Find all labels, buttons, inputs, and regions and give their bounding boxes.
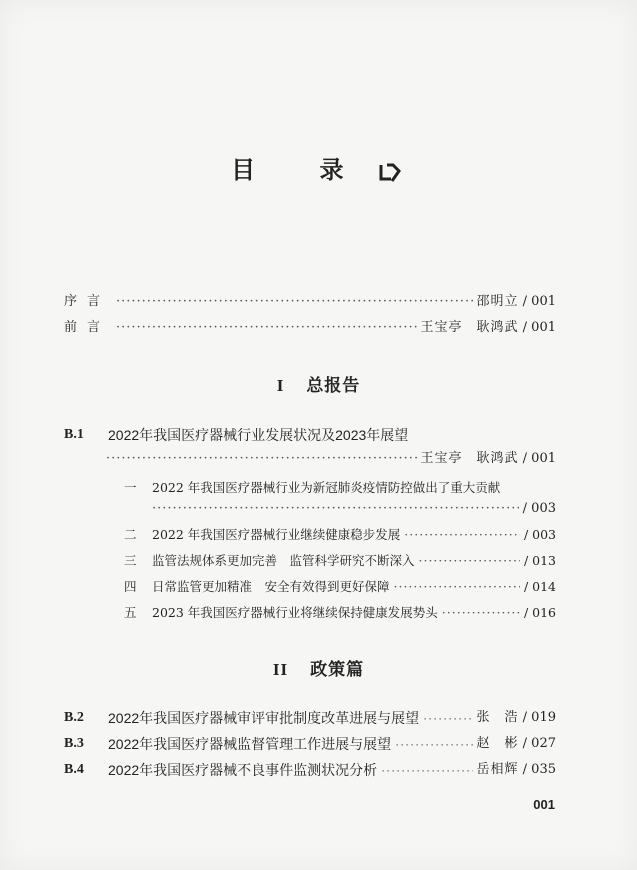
subentry-title: 2022 年我国医疗器械行业继续健康稳步发展 <box>152 527 401 542</box>
entry-title: 2022年我国医疗器械监督管理工作进展与展望 <box>108 736 392 752</box>
leader-dots <box>419 552 520 570</box>
leader-dots <box>106 450 417 468</box>
entry-page: / 019 <box>522 710 556 725</box>
subentry-title: 2023 年我国医疗器械行业将继续保持健康发展势头 <box>152 605 438 620</box>
section-heading-general <box>0 371 637 396</box>
subentry-page: / 003 <box>522 501 556 516</box>
leader-dots <box>395 734 472 754</box>
page-title <box>0 150 637 185</box>
entry-page: / 035 <box>522 762 556 777</box>
entry-code: B.4 <box>64 762 84 777</box>
entry-author: 王宝亭 耿鸿武 <box>420 320 519 335</box>
entry-label: 序言 <box>64 294 111 309</box>
page-number: 001 <box>533 797 555 812</box>
subentry-index: 五 <box>124 605 137 620</box>
entry-author: 邵明立 <box>476 294 519 309</box>
entry-title: 2022年我国医疗器械行业发展状况及2023年展望 <box>108 427 409 443</box>
toc-subentry-1-page-line <box>152 500 556 518</box>
toc-subentry-1[interactable] <box>124 479 556 497</box>
entry-page: / 001 <box>522 451 556 466</box>
toc-subentry-3[interactable] <box>124 552 556 570</box>
subentry-page: / 003 <box>523 527 556 542</box>
leader-dots <box>116 319 417 337</box>
section-number: I <box>276 376 285 395</box>
leader-dots <box>152 500 519 518</box>
entry-code: B.1 <box>64 427 84 442</box>
subentry-page: / 016 <box>523 605 556 620</box>
leader-dots <box>404 526 520 544</box>
entry-page: / 027 <box>522 736 556 751</box>
subentry-index: 三 <box>124 553 137 568</box>
subentry-index: 二 <box>124 527 137 542</box>
subentry-page: / 013 <box>523 553 556 568</box>
section-heading-policy <box>0 655 637 680</box>
decorative-mark-icon <box>378 161 406 183</box>
toc-entry-b1[interactable] <box>64 425 556 445</box>
entry-author: 王宝亭 耿鸿武 <box>420 451 519 466</box>
section-title: 总报告 <box>306 376 361 395</box>
leader-dots <box>442 604 520 622</box>
section-title: 政策篇 <box>310 660 365 679</box>
toc-entry-b2[interactable] <box>64 708 556 728</box>
entry-code: B.2 <box>64 710 84 725</box>
subentry-title: 日常监管更加精准 安全有效得到更好保障 <box>152 579 390 594</box>
entry-page: / 001 <box>522 320 556 335</box>
toc-entry-b3[interactable] <box>64 734 556 754</box>
entry-code: B.3 <box>64 736 84 751</box>
subentry-index: 一 <box>124 480 137 495</box>
entry-author: 张 浩 <box>476 710 519 725</box>
leader-dots <box>381 760 472 780</box>
toc-entry-foreword[interactable] <box>64 319 556 337</box>
subentry-title: 监管法规体系更加完善 监管科学研究不断深入 <box>152 553 415 568</box>
entry-page: / 001 <box>522 294 556 309</box>
entry-author: 赵 彬 <box>476 736 519 751</box>
toc-entry-b1-author-line <box>106 450 556 468</box>
subentry-title: 2022 年我国医疗器械行业为新冠肺炎疫情防控做出了重大贡献 <box>152 480 501 495</box>
subentry-index: 四 <box>124 579 137 594</box>
toc-entry-b4[interactable] <box>64 760 556 780</box>
toc-subentry-4[interactable] <box>124 578 556 596</box>
leader-dots <box>116 293 473 311</box>
leader-dots <box>394 578 520 596</box>
entry-title: 2022年我国医疗器械不良事件监测状况分析 <box>108 762 378 778</box>
toc-entry-preface[interactable] <box>64 293 556 311</box>
title-text: 目 录 <box>231 155 372 184</box>
entry-author: 岳相辉 <box>476 762 519 777</box>
toc-subentry-2[interactable] <box>124 526 556 544</box>
subentry-page: / 014 <box>523 579 556 594</box>
entry-label: 前言 <box>64 320 111 335</box>
entry-title: 2022年我国医疗器械审评审批制度改革进展与展望 <box>108 710 420 726</box>
leader-dots <box>423 708 472 728</box>
toc-subentry-5[interactable] <box>124 604 556 622</box>
section-number: II <box>272 660 289 679</box>
